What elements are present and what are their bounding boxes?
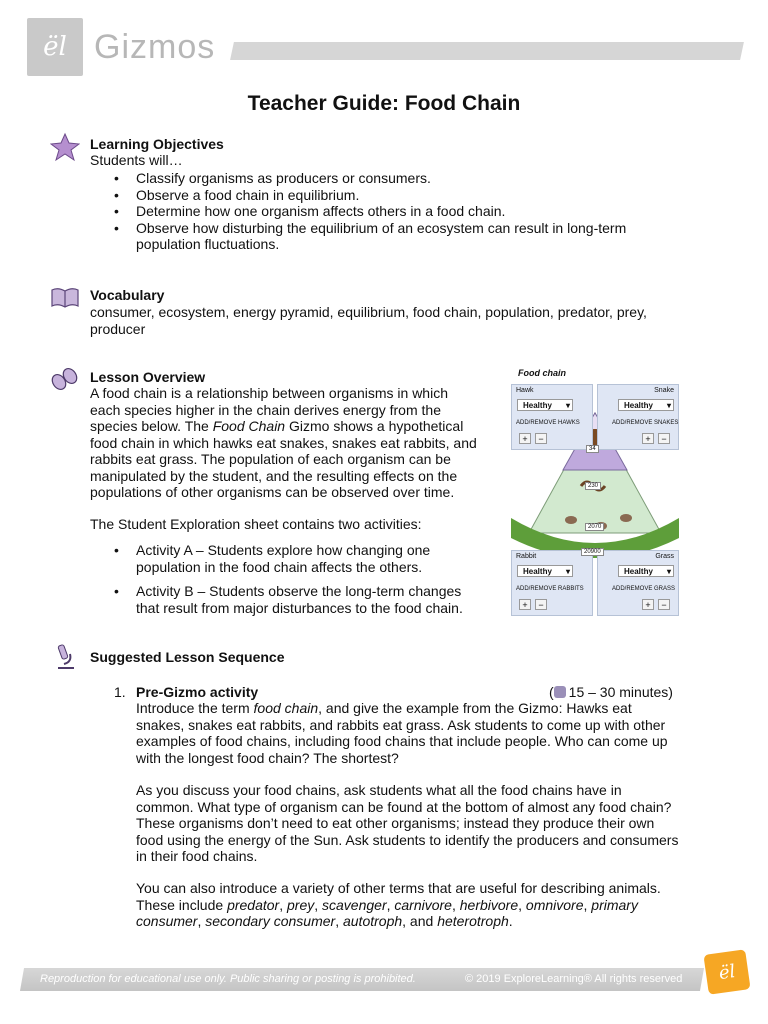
rabbit-status-select[interactable]: Healthy ▾: [517, 565, 573, 577]
grass-panel: [597, 550, 679, 616]
step-paragraph-3: You can also introduce a variety of other terms that are useful for describing animals. These include predator, prey, scavenger, carnivore, herbivore, omnivore, primary consumer, secondary consumer, autotroph, and heterotroph.: [136, 880, 661, 929]
rabbit-panel: [511, 550, 593, 616]
add-snake-button[interactable]: +: [642, 433, 654, 444]
list-item: • Activity A – Students explore how changing one population in the food chain affects the others.: [114, 542, 464, 575]
clock-icon: [554, 686, 566, 698]
step-title: Pre-Gizmo activity: [136, 684, 259, 700]
header-bar: [230, 42, 744, 60]
snake-panel: [597, 384, 679, 450]
overview-paragraph: A food chain is a relationship between organisms in which each species higher in the chain derives energy from the species below. The Food Chain Gizmo shows a hypothetical food chain in which hawks eat snakes, snakes eat rabbits, and rabbits eat grass. The population of each organism can be manipulated by the student, and the resulting effects on the populations of other organisms can be observed over time.: [90, 385, 477, 500]
brand-name: Gizmos: [94, 28, 216, 66]
remove-grass-button[interactable]: −: [658, 599, 670, 610]
microscope-icon: [50, 642, 80, 672]
step-number: 1.: [114, 684, 126, 700]
objectives-intro: Students will…: [90, 152, 183, 168]
footer-notice: Reproduction for educational use only. Public sharing or posting is prohibited.: [40, 973, 416, 985]
binoculars-icon: [50, 364, 80, 394]
step-duration: [549, 684, 673, 701]
time-paren: (: [549, 684, 554, 700]
footer-copyright: © 2019 ExploreLearning® All rights reserved: [465, 973, 683, 985]
panel-name: Grass: [655, 553, 674, 560]
vocabulary-text: consumer, ecosystem, energy pyramid, equilibrium, food chain, population, predator, prey, producer: [90, 304, 647, 337]
food-chain-figure: [511, 368, 679, 616]
remove-snake-button[interactable]: −: [658, 433, 670, 444]
step-paragraph-1: Introduce the term food chain, and give the example from the Gizmo: Hawks eat snakes, snakes eat rabbits, and rabbits eat grass. Ask students to come up with other examples of food chains, including food chains that include people. Who can come up with the longest food chain? The shortest?: [136, 700, 668, 766]
time-text: 15 – 30 minutes): [568, 684, 673, 700]
panel-label: ADD/REMOVE RABBITS: [516, 586, 584, 592]
remove-rabbit-button[interactable]: −: [535, 599, 547, 610]
overview-activities-intro: The Student Exploration sheet contains two activities:: [90, 516, 422, 532]
panel-label: ADD/REMOVE GRASS: [612, 586, 676, 592]
add-rabbit-button[interactable]: +: [519, 599, 531, 610]
list-item: • Determine how one organism affects others in a food chain.: [114, 203, 634, 220]
objectives-list: [114, 170, 634, 253]
list-item: • Classify organisms as producers or consumers.: [114, 170, 634, 187]
star-icon: [50, 132, 80, 162]
add-hawk-button[interactable]: +: [519, 433, 531, 444]
snake-status-select[interactable]: Healthy ▾: [618, 399, 674, 411]
hawk-status-select[interactable]: Healthy ▾: [517, 399, 573, 411]
overview-heading: Lesson Overview: [90, 369, 206, 385]
page-title: Teacher Guide: Food Chain: [247, 92, 521, 115]
book-icon: [50, 283, 80, 313]
panel-name: Hawk: [516, 387, 534, 394]
list-item: • Activity B – Students observe the long-term changes that result from major disturbances to the food chain.: [114, 583, 464, 616]
snake-count: 230: [585, 482, 601, 490]
add-grass-button[interactable]: +: [642, 599, 654, 610]
objectives-heading: Learning Objectives: [90, 136, 224, 152]
explorelearning-logo: [703, 949, 750, 994]
panel-name: Snake: [654, 387, 674, 394]
hawk-count: 34: [586, 445, 599, 453]
logo-mark: ël: [43, 32, 67, 62]
remove-hawk-button[interactable]: −: [535, 433, 547, 444]
grass-status-select[interactable]: Healthy ▾: [618, 565, 674, 577]
sequence-heading: Suggested Lesson Sequence: [90, 649, 285, 665]
hawk-panel: [511, 384, 593, 450]
list-item: • Observe how disturbing the equilibrium of an ecosystem can result in long-term population fluctuations.: [114, 220, 634, 253]
figure-title: Food chain: [518, 368, 566, 378]
rabbit-count: 2070: [585, 523, 604, 531]
panel-name: Rabbit: [516, 553, 537, 560]
list-item: • Observe a food chain in equilibrium.: [114, 187, 634, 204]
gizmos-logo: [27, 18, 83, 76]
step-paragraph-2: As you discuss your food chains, ask students what all the food chains have in common. What type of organism can be found at the bottom of almost any food chain? These organisms don’t need to eat other organisms; instead they produce their own food using the energy of the Sun. Ask students to identify the producers and consumers in their food chains.: [136, 782, 679, 864]
grass-count: 20900: [581, 548, 604, 556]
activities-list: [114, 542, 464, 616]
panel-label: ADD/REMOVE SNAKES: [612, 420, 679, 426]
vocabulary-heading: Vocabulary: [90, 287, 165, 303]
panel-label: ADD/REMOVE HAWKS: [516, 420, 580, 426]
logo-mark: ël: [717, 960, 737, 984]
